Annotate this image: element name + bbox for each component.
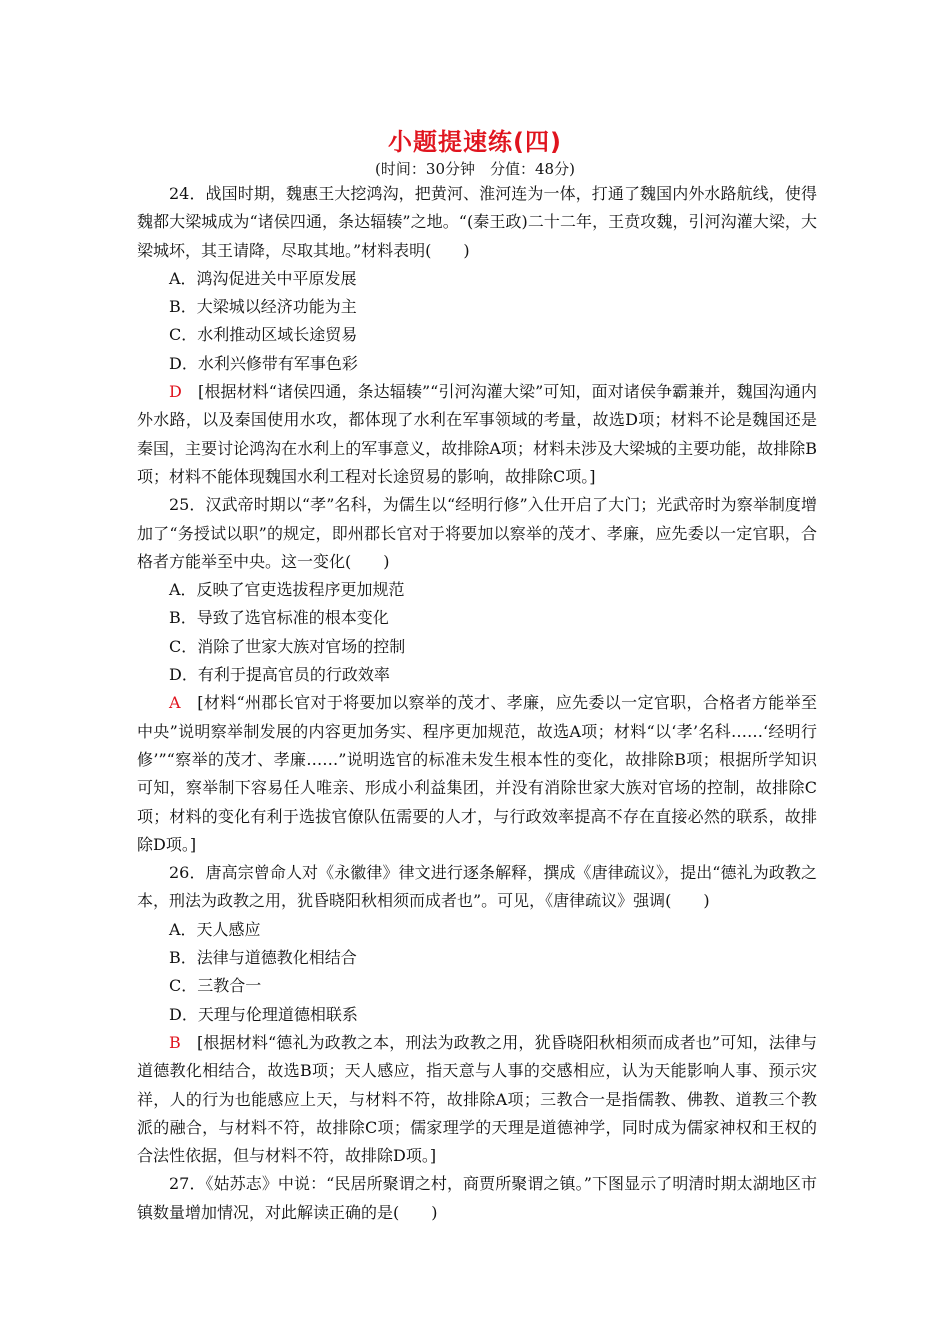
question-list [137, 180, 817, 1227]
explanation-text: [材料“州郡长官对于将要加以察举的茂才、孝廉，应先委以一定官职，合格者方能举至中央”说明察举制发展的内容更加务实、程序更加规范，故选A项；材料“以‘孝’名科……‘经明行修’”“察举的茂才、孝廉……”说明选官的标准未发生根本性的变化，故排除B项；根据所学知识可知，察举制下容易任人唯亲、形成小利益集团，并没有消除世家大族对官场的控制，故排除C项；材料的变化有利于选拔官僚队伍需要的人才，与行政效率提高不存在直接必然的联系，故排除D项。] [137, 693, 817, 854]
option-c: C．水利推动区域长途贸易 [169, 325, 358, 345]
page-subtitle: (时间：30分钟 分值：48分) [375, 160, 575, 178]
question-stem: 26．唐高宗曾命人对《永徽律》律文进行逐条解释，撰成《唐律疏议》，提出“德礼为政教之本，刑法为政教之用，犹昏晓阳秋相须而成者也”。可见，《唐律疏议》强调( ) [137, 863, 817, 911]
option-d: D．水利兴修带有军事色彩 [169, 353, 358, 373]
question-26 [137, 859, 817, 1170]
option-b: B．大梁城以经济功能为主 [169, 297, 357, 317]
option-b: B．法律与道德教化相结合 [169, 948, 357, 968]
page-title: 小题提速练(四) [388, 128, 562, 156]
option-a: A．鸿沟促进关中平原发展 [169, 268, 357, 288]
answer-explanation [137, 378, 817, 491]
answer-letter: A [169, 693, 181, 713]
question-25 [137, 491, 817, 859]
question-stem: 24．战国时期，魏惠王大挖鸿沟，把黄河、淮河连为一体，打通了魏国内外水路航线，使得魏都大梁城成为“诸侯四通，条达辐辏”之地。“(秦王政)二十二年，王贲攻魏，引河沟灌大梁，大梁城坏，其王请降，尽取其地。”材料表明( ) [137, 184, 817, 260]
answer-letter: D [169, 382, 182, 402]
answer-explanation [137, 689, 817, 859]
option-a: A．天人感应 [169, 919, 261, 939]
option-c: C．消除了世家大族对官场的控制 [169, 636, 406, 656]
option-d: D．有利于提高官员的行政效率 [169, 665, 390, 685]
option-a: A．反映了官吏选拔程序更加规范 [169, 580, 405, 600]
option-c: C．三教合一 [169, 976, 262, 996]
answer-explanation [137, 1029, 817, 1170]
answer-letter: B [169, 1032, 181, 1052]
question-24 [137, 180, 817, 491]
option-b: B．导致了选官标准的根本变化 [169, 608, 389, 628]
question-27 [137, 1170, 817, 1227]
question-stem: 27．《姑苏志》中说：“民居所聚谓之村，商贾所聚谓之镇。”下图显示了明清时期太湖地区市镇数量增加情况，对此解读正确的是( ) [137, 1174, 817, 1222]
question-stem: 25．汉武帝时期以“孝”名科，为儒生以“经明行修”入仕开启了大门；光武帝时为察举制度增加了“务授试以职”的规定，即州郡长官对于将要加以察举的茂才、孝廉，应先委以一定官职，合格者方能举至中央。这一变化( ) [137, 495, 817, 571]
explanation-text: [根据材料“德礼为政教之本，刑法为政教之用，犹昏晓阳秋相须而成者也”可知，法律与道德教化相结合，故选B项；天人感应，指天意与人事的交感相应，认为天能影响人事、预示灾祥，人的行为也能感应上天，与材料不符，故排除A项；三教合一是指儒教、佛教、道教三个教派的融合，与材料不符，故排除C项；儒家理学的天理是道德神学，同时成为儒家神权和王权的合法性依据，但与材料不符，故排除D项。] [137, 1032, 817, 1166]
option-d: D．天理与伦理道德相联系 [169, 1004, 358, 1024]
explanation-text: [根据材料“诸侯四通，条达辐辏”“引河沟灌大梁”可知，面对诸侯争霸兼并，魏国沟通内外水路，以及秦国使用水攻，都体现了水利在军事领域的考量，故选D项；材料不论是魏国还是秦国，主要讨论鸿沟在水利上的军事意义，故排除A项；材料未涉及大梁城的主要功能，故排除B项；材料不能体现魏国水利工程对长途贸易的影响，故排除C项。] [137, 382, 817, 486]
